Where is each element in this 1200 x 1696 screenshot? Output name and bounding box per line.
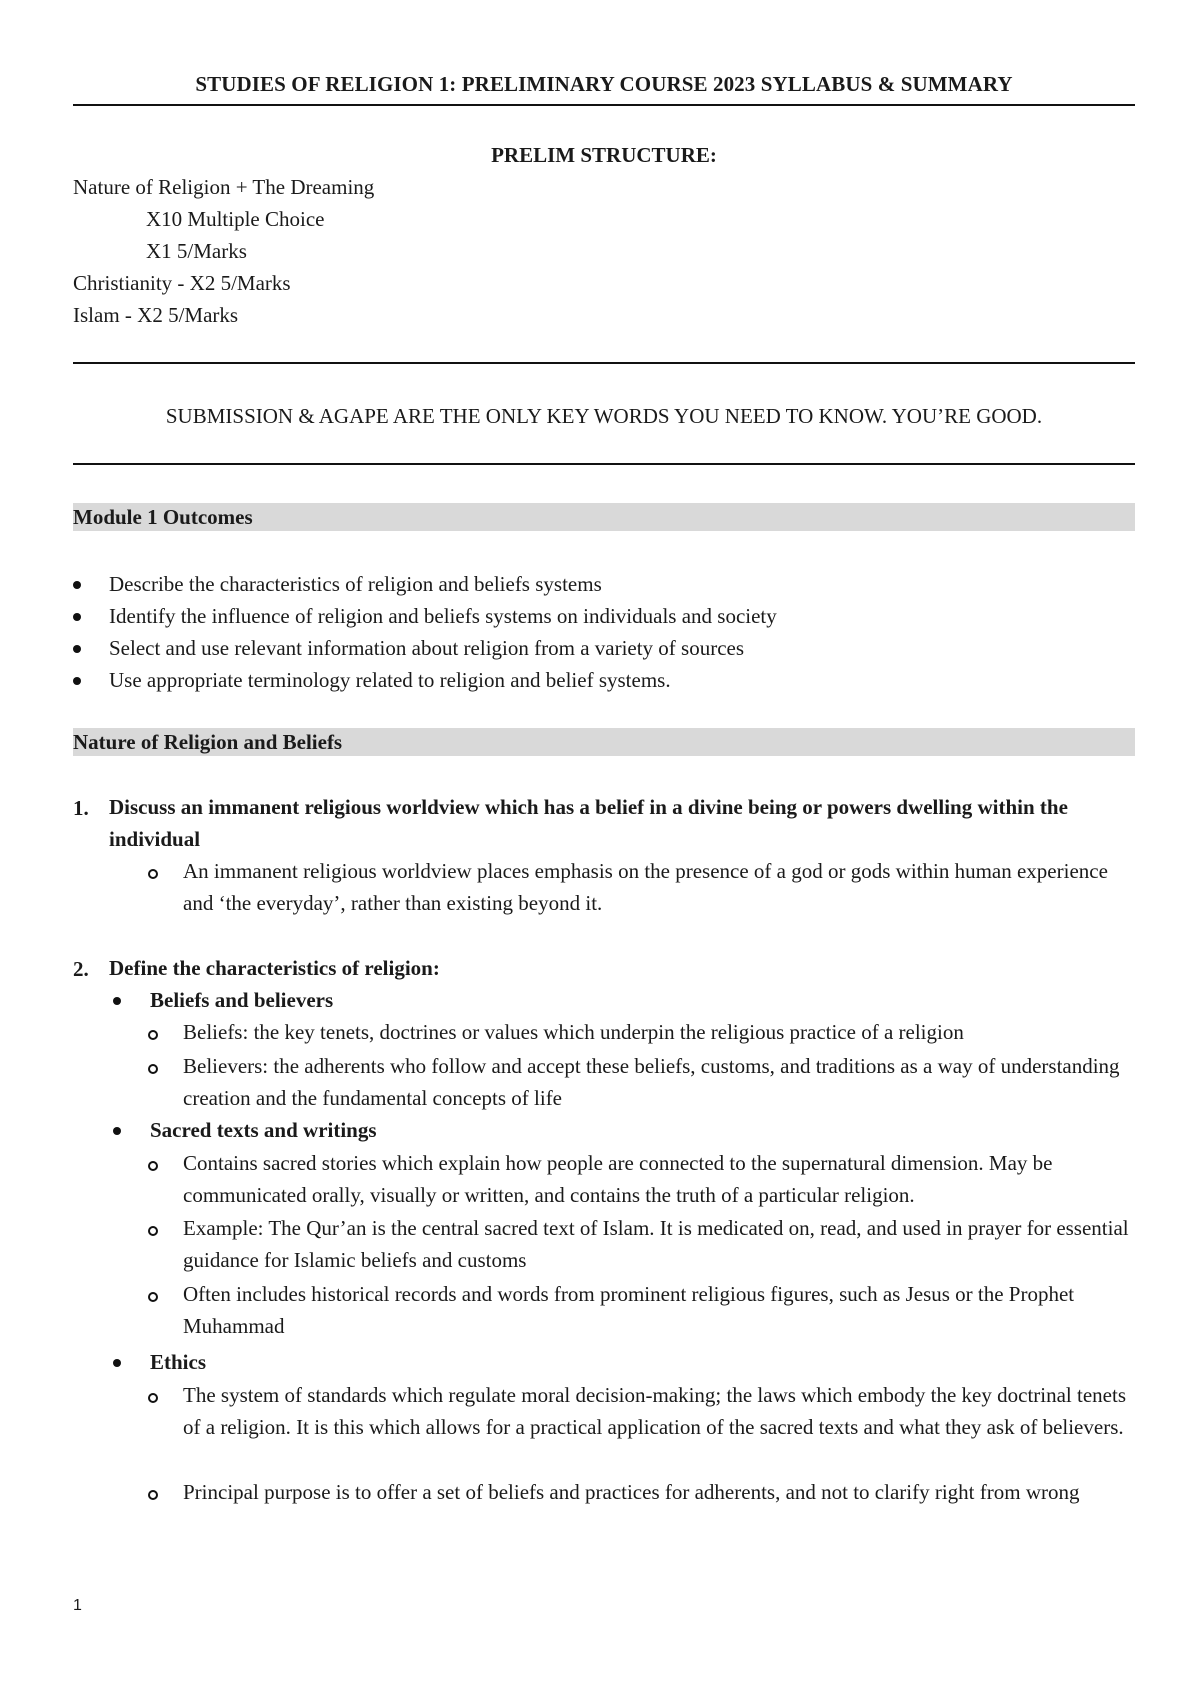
banner-bottom-rule — [73, 463, 1135, 465]
bullet-icon — [113, 997, 121, 1005]
open-bullet-icon — [148, 1030, 158, 1040]
ethics-item-1: The system of standards which regulate moral decision-making; the laws which embody the key doctrinal tenets of a religion. It is this which allows for a practical application of the sacred texts and what they ask of believers. — [183, 1383, 1126, 1439]
bullet-icon — [113, 1359, 121, 1367]
question-2-text: Define the characteristics of religion: — [109, 956, 440, 980]
ethics-heading: Ethics — [150, 1350, 207, 1374]
open-bullet-icon — [148, 1490, 158, 1500]
structure-heading: PRELIM STRUCTURE: — [491, 143, 717, 167]
question-1-answer: An immanent religious worldview places emphasis on the presence of a god or gods within human experience and ‘the everyday’, rather than existing beyond it. — [183, 859, 1108, 915]
module1-item-2: Identify the influence of religion and beliefs systems on individuals and society — [109, 604, 777, 628]
question-1-text: Discuss an immanent religious worldview which has a belief in a divine being or powers dwelling within the individual — [109, 795, 1068, 851]
question-1-number: 1. — [73, 796, 89, 820]
sacred-heading: Sacred texts and writings — [150, 1118, 377, 1142]
module1-heading: Module 1 Outcomes — [73, 503, 1135, 531]
open-bullet-icon — [148, 869, 158, 879]
bullet-icon — [73, 645, 81, 653]
open-bullet-icon — [148, 1292, 158, 1302]
beliefs-heading: Beliefs and believers — [150, 988, 334, 1012]
bullet-icon — [113, 1127, 121, 1135]
module1-item-3: Select and use relevant information about religion from a variety of sources — [109, 636, 745, 660]
beliefs-item-2: Believers: the adherents who follow and accept these beliefs, customs, and traditions as a way of understanding creation and the fundamental concepts of life — [183, 1054, 1120, 1110]
bullet-icon — [73, 677, 81, 685]
question-2-number: 2. — [73, 957, 89, 981]
structure-line-5: Islam - X2 5/Marks — [73, 303, 239, 327]
open-bullet-icon — [148, 1064, 158, 1074]
banner-top-rule — [73, 362, 1135, 364]
module1-item-4: Use appropriate terminology related to religion and belief systems. — [109, 668, 671, 692]
structure-line-2: X10 Multiple Choice — [146, 207, 325, 231]
nature-heading: Nature of Religion and Beliefs — [73, 728, 1135, 756]
module1-item-1: Describe the characteristics of religion and beliefs systems — [109, 572, 602, 596]
bullet-icon — [73, 613, 81, 621]
page-number: 1 — [73, 1597, 82, 1614]
banner-text: SUBMISSION & AGAPE ARE THE ONLY KEY WORDS YOU NEED TO KNOW. YOU’RE GOOD. — [165, 404, 1043, 428]
title-rule — [73, 104, 1135, 106]
bullet-icon — [73, 581, 81, 589]
open-bullet-icon — [148, 1393, 158, 1403]
beliefs-item-1: Beliefs: the key tenets, doctrines or values which underpin the religious practice of a religion — [183, 1020, 964, 1044]
sacred-item-3: Often includes historical records and words from prominent religious figures, such as Jesus or the Prophet Muhammad — [183, 1282, 1075, 1338]
sacred-item-2: Example: The Qur’an is the central sacred text of Islam. It is medicated on, read, and used in prayer for essential guidance for Islamic beliefs and customs — [183, 1216, 1129, 1272]
open-bullet-icon — [148, 1161, 158, 1171]
structure-line-3: X1 5/Marks — [146, 239, 247, 263]
structure-line-4: Christianity - X2 5/Marks — [73, 271, 291, 295]
open-bullet-icon — [148, 1226, 158, 1236]
structure-line-1: Nature of Religion + The Dreaming — [73, 175, 375, 199]
sacred-item-1: Contains sacred stories which explain how people are connected to the supernatural dimension. May be communicated orally, visually or written, and contains the truth of a particular religion. — [183, 1151, 1053, 1207]
ethics-item-2: Principal purpose is to offer a set of beliefs and practices for adherents, and not to clarify right from wrong — [183, 1480, 1080, 1504]
document-title: STUDIES OF RELIGION 1: PRELIMINARY COURSE 2023 SYLLABUS & SUMMARY — [195, 72, 1013, 96]
